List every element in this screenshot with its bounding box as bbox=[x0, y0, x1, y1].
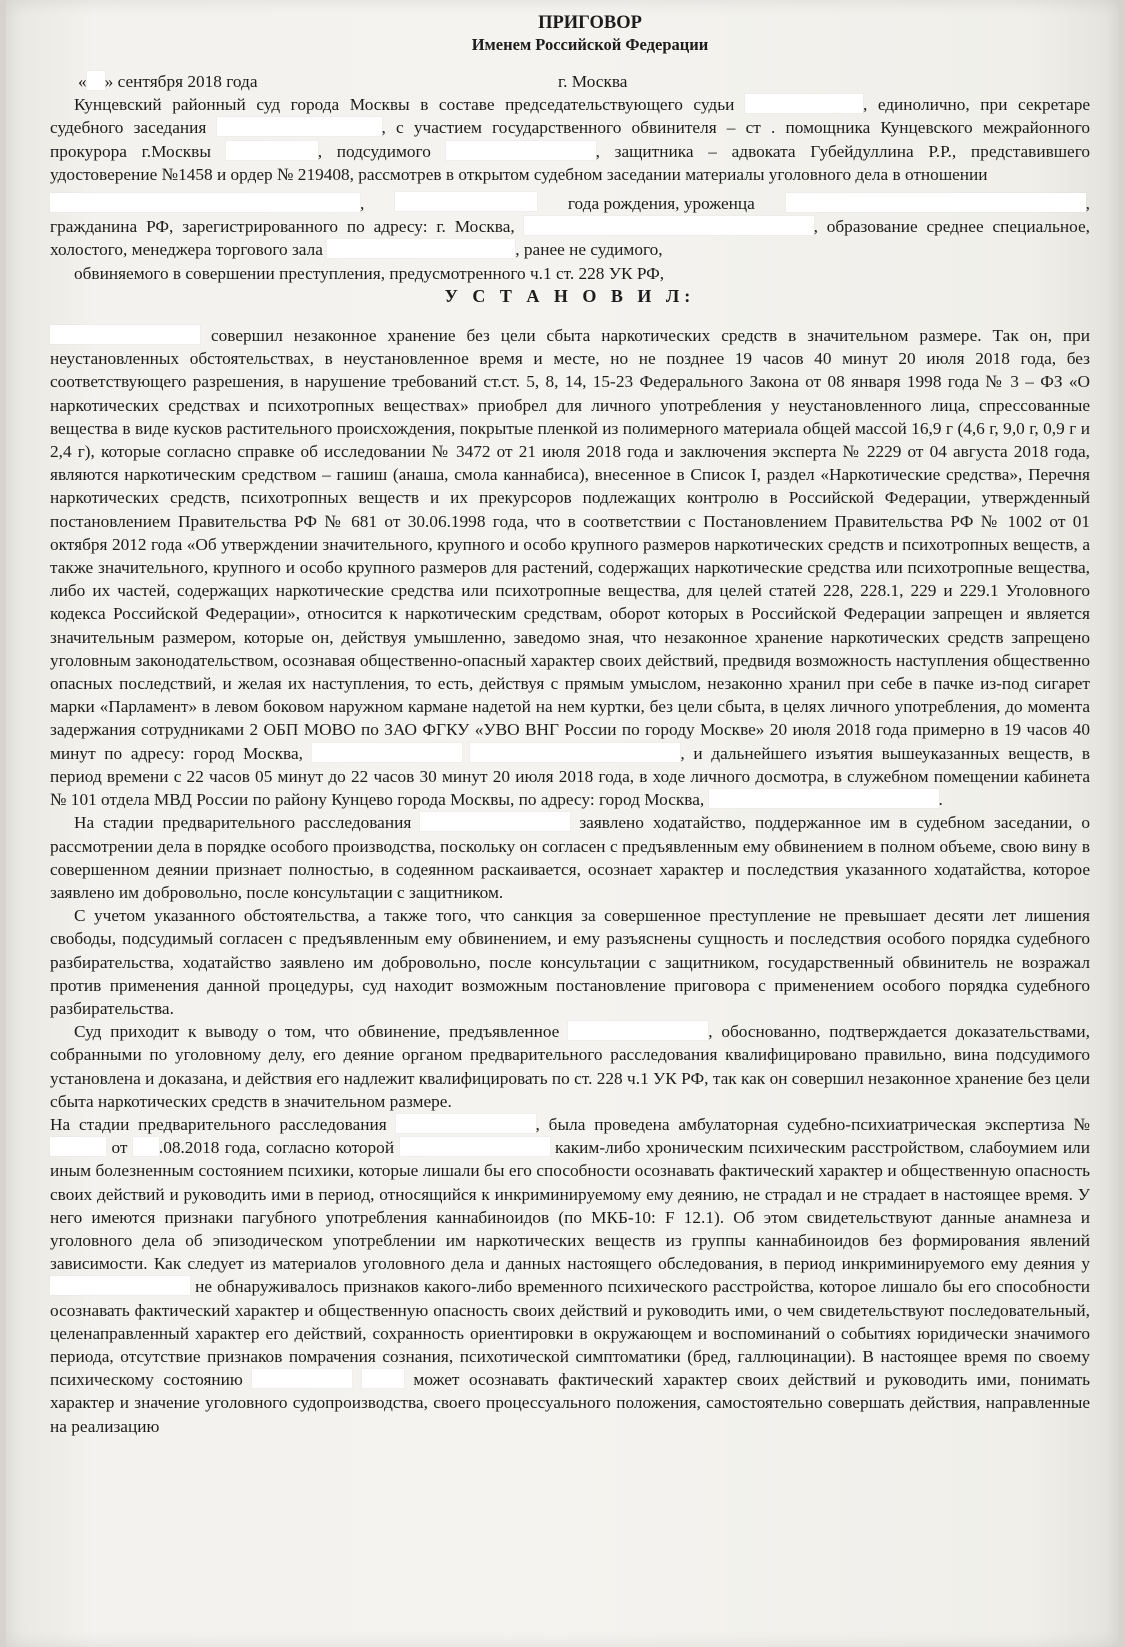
redaction bbox=[745, 94, 863, 113]
charge-line: обвиняемого в совершении преступления, предусмотренного ч.1 ст. 228 УК РФ, bbox=[74, 263, 665, 283]
city: г. Москва bbox=[558, 72, 628, 91]
redaction bbox=[50, 1137, 106, 1156]
redaction bbox=[217, 117, 382, 136]
document-subtitle: Именем Российской Федерации bbox=[471, 35, 709, 54]
date: « » сентября 2018 года bbox=[78, 72, 258, 91]
redaction bbox=[446, 141, 596, 160]
redaction bbox=[312, 743, 462, 762]
body-paragraph-3: С учетом указанного обстоятельства, а также того, что санкция за совершенное преступление не превышает десяти лет лишения свободы, подсудимый согласен с предъявленным ему обвинением, и ему разъяснены сущность и последствия особого порядка судебного разбирательства, ходатайство заявлено им добровольно, после консультации с защитником, государственный обвинитель не возражал против применения данной процедуры, суд находит возможным постановление приговора с применением особого порядка судебного разбирательства. bbox=[50, 906, 1090, 1018]
redaction bbox=[709, 789, 939, 808]
redaction bbox=[50, 325, 200, 344]
intro-paragraph: Кунцевский районный суд города Москвы в составе председательствующего судьи , единолично, при секретаре судебного заседания , с участием государственного обвинителя – ст . помощника Кунцевского межрайонного прокурора г.Москвы , подсудимого , защитника – адвоката Губейдуллина Р.Р., представившего удостоверение №1458 и ордер № 219408, рассмотрев в открытом судебном заседании материалы уголовного дела в отношении bbox=[50, 95, 1091, 184]
defendant-line: , года рождения, уроженца , bbox=[50, 192, 1090, 215]
document-page bbox=[6, 0, 1119, 1647]
body-paragraph-5: На стадии предварительного расследования , была проведена амбулаторная судебно-психиатрическая экспертиза № от .08.2018 года, согласно которой каким-либо хроническим психическим расстройством, слабоумием или иным болезненным состоянием психики, которые лишали бы его способности осознавать фактический характер и общественную опасность своих действий и руководить ими в период, относящийся к инкриминируемому ему деянию, не страдал и не страдает в настоящее время. У него имеются признаки пагубного употребления каннабиноидов (по МКБ-10: F 12.1). Об этом свидетельствуют данные анамнеза и уголовного дела об эпизодическом употреблении им наркотических веществ из группы каннабиноидов без формирования явлений зависимости. Как следует из материалов уголовного дела и данных настоящего обследования, в период инкриминируемого ему деяния у не обнаруживалось признаков какого-либо временного психического расстройства, которое лишало бы его способности осознавать фактический характер и общественную опасность своих действий и руководить ими, о чем свидетельствуют последовательный, целенаправленный характер его действий, сохранность ориентировки в окружающем и воспоминаний о событиях юридически значимого периода, отсутствие признаков помрачения сознания, психотической симптоматики (бред, галлюцинации). В настоящее время по своему психическому состоянию может осознавать фактический характер своих действий и руководить ими, понимать характер и значение уголовного судопроизводства, своего процессуального положения, самостоятельно совершать действия, направленные на реализацию bbox=[50, 1114, 1091, 1436]
redaction bbox=[252, 1369, 352, 1388]
redaction bbox=[420, 812, 570, 831]
redaction bbox=[362, 1369, 404, 1388]
redaction bbox=[87, 71, 105, 90]
redaction bbox=[786, 193, 1086, 212]
redaction bbox=[133, 1137, 159, 1156]
document-content bbox=[50, 12, 1090, 1438]
redaction bbox=[226, 141, 318, 160]
redaction bbox=[470, 743, 680, 762]
defendant-details: гражданина РФ, зарегистрированного по адресу: г. Москва, , образование среднее специальное, холостого, менеджера торгового зала , ранее не судимого, bbox=[50, 217, 1090, 260]
redaction bbox=[327, 239, 515, 258]
redaction bbox=[395, 192, 537, 211]
document-title: ПРИГОВОР bbox=[538, 13, 642, 33]
body-paragraph-4: Суд приходит к выводу о том, что обвинение, предъявленное , обоснованно, подтверждается доказательствами, собранными по уголовному делу, его деяние органом предварительного расследования квалифицировано правильно, вина подсудимого установлена и доказана, и действия его надлежит квалифицировать по ст. 228 ч.1 УК РФ, так как он совершил незаконное хранение без цели сбыта наркотических средств в значительном размере. bbox=[50, 1022, 1091, 1111]
established-heading: У С Т А Н О В И Л: bbox=[444, 285, 696, 306]
redaction bbox=[50, 1276, 190, 1295]
date-city-line bbox=[50, 70, 1090, 93]
redaction bbox=[50, 193, 360, 212]
redaction bbox=[524, 216, 814, 235]
body-paragraph-1: совершил незаконное хранение без цели сбыта наркотических средств в значительном размере. Так он, при неустановленных обстоятельствах, в неустановленное время и месте, но не позднее 19 часов 40 минут 20 июля 2018 года, без соответствующего разрешения, в нарушение требований ст.ст. 5, 8, 14, 15-23 Федерального Закона от 08 января 1998 года № 3 – ФЗ «О наркотических средствах и психотропных веществах» приобрел для личного употребления у неустановленного лица, спрессованные вещества в виде кусков растительного происхождения, покрытые пленкой из полимерного материала общей массой 16,9 г (4,6 г, 9,0 г, 0,9 г и 2,4 г), которые согласно справке об исследовании № 3472 от 21 июля 2018 года и заключения эксперта № 2229 от 04 августа 2018 года, являются наркотическим средством – гашиш (анаша, смола каннабиса), внесенное в Список I, раздел «Наркотические средства», Перечня наркотических средств, психотропных веществ и их прекурсоров подлежащих контролю в Российской Федерации, утвержденный постановлением Правительства РФ № 681 от 30.06.1998 года, что в соответствии с Постановлением Правительства РФ № 1002 от 01 октября 2012 года «Об утверждении значительного, крупного и особо крупного размеров наркотических средств и психотропных веществ, а также значительного, крупного и особо крупного размеров для растений, содержащих наркотические средства или психотропные вещества, либо их частей, содержащих наркотические средства или психотропные вещества, для целей статей 228, 228.1, 229 и 229.1 Уголовного кодекса Российской Федерации», относится к наркотическим средствам, оборот которых в Российской Федерации запрещен и является значительным размером, которые он, действуя умышленно, заведомо зная, что незаконное хранение наркотических средств запрещено уголовным законодательством, осознавая общественно-опасный характер своих действий, предвидя возможность наступления общественно опасных последствий, и желая их наступления, то есть, действуя с прямым умыслом, незаконно хранил при себе в пачке из-под сигарет марки «Парламент» в левом боковом наружном кармане надетой на нем куртки, без цели сбыта, в целях личного употребления, до момента задержания сотрудниками 2 ОБП МОВО по ЗАО ФГКУ «УВО ВНГ России по городу Москве» 20 июля 2018 года примерно в 19 часов 40 минут по адресу: город Москва, , и дальнейшего изъятия вышеуказанных веществ, в период времени с 22 часов 05 минут до 22 часов 30 минут 20 июля 2018 года, в ходе личного досмотра, в служебном помещении кабинета № 101 отдела МВД России по району Кунцево города Москвы, по адресу: город Москва, . bbox=[50, 326, 1090, 810]
redaction bbox=[396, 1114, 536, 1133]
redaction bbox=[568, 1021, 708, 1040]
body-paragraph-2: На стадии предварительного расследования заявлено ходатайство, поддержанное им в судебном заседании, о рассмотрении дела в порядке особого производства, поскольку он согласен с предъявленным ему обвинением в полном объеме, свою вину в совершенном деянии признает полностью, в содеянном раскаивается, осознает характер и последствия указанного ходатайства, которое заявлено им добровольно, после консультации с защитником. bbox=[50, 813, 1090, 902]
redaction bbox=[400, 1137, 550, 1156]
